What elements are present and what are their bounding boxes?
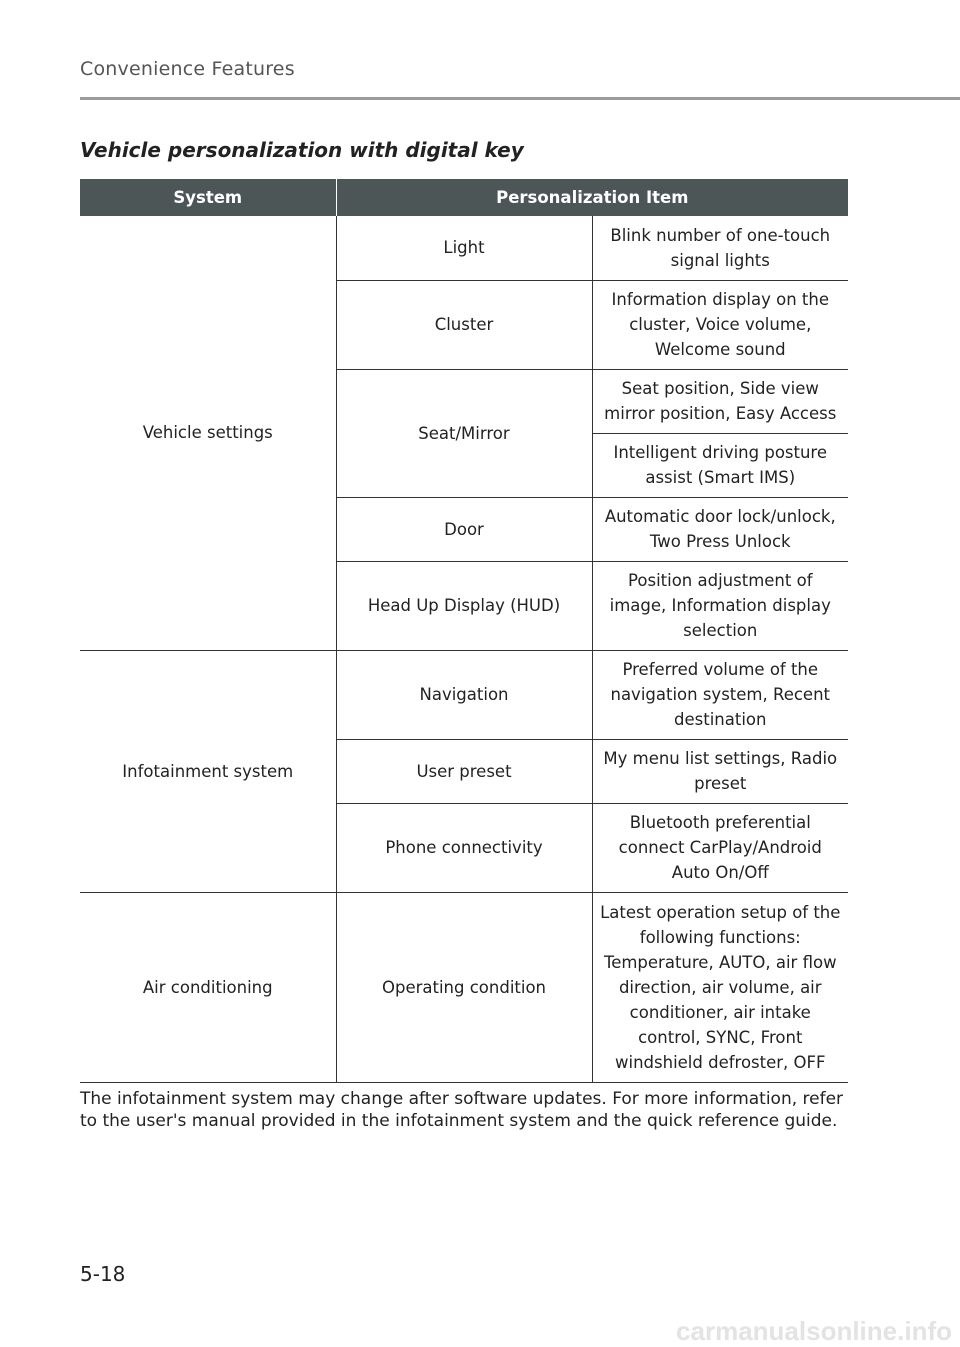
detail-cell: Bluetooth preferential connect CarPlay/Android Auto On/Off	[592, 803, 848, 892]
detail-cell: Preferred volume of the navigation system, Recent destination	[592, 650, 848, 739]
item-cell: User preset	[336, 739, 592, 803]
item-cell: Head Up Display (HUD)	[336, 561, 592, 650]
system-cell: Vehicle settings	[80, 216, 336, 650]
header-divider	[80, 97, 960, 100]
column-header-system: System	[80, 179, 336, 216]
item-cell: Seat/Mirror	[336, 369, 592, 497]
detail-cell: Automatic door lock/unlock, Two Press Unlock	[592, 497, 848, 561]
page-number: 5-18	[80, 1262, 126, 1286]
table-row	[80, 650, 848, 739]
section-title: Vehicle personalization with digital key	[80, 138, 524, 162]
watermark: carmanualsonline.info	[676, 1316, 952, 1346]
system-cell: Infotainment system	[80, 650, 336, 892]
table-row	[80, 216, 848, 280]
footnote-text: The infotainment system may change after software updates. For more information, refer to the user's manual provided in the infotainment system and the quick reference guide.	[80, 1089, 844, 1131]
personalization-table	[80, 179, 848, 1083]
detail-cell: Seat position, Side view mirror position, Easy Access	[592, 369, 848, 433]
item-cell: Navigation	[336, 650, 592, 739]
item-cell: Phone connectivity	[336, 803, 592, 892]
detail-cell: My menu list settings, Radio preset	[592, 739, 848, 803]
page-header-title: Convenience Features	[80, 58, 295, 80]
table-row	[80, 892, 848, 1082]
detail-cell: Latest operation setup of the following functions: Temperature, AUTO, air flow direction, air volume, air conditioner, air intake control, SYNC, Front windshield defroster, OFF	[592, 892, 848, 1082]
detail-cell: Position adjustment of image, Information display selection	[592, 561, 848, 650]
table-header-row	[80, 179, 848, 216]
detail-cell: Intelligent driving posture assist (Smart IMS)	[592, 433, 848, 497]
system-cell: Air conditioning	[80, 892, 336, 1082]
item-cell: Cluster	[336, 280, 592, 369]
item-cell: Door	[336, 497, 592, 561]
detail-cell: Blink number of one-touch signal lights	[592, 216, 848, 280]
detail-cell: Information display on the cluster, Voice volume, Welcome sound	[592, 280, 848, 369]
column-header-personalization-item: Personalization Item	[336, 179, 848, 216]
item-cell: Light	[336, 216, 592, 280]
item-cell: Operating condition	[336, 892, 592, 1082]
